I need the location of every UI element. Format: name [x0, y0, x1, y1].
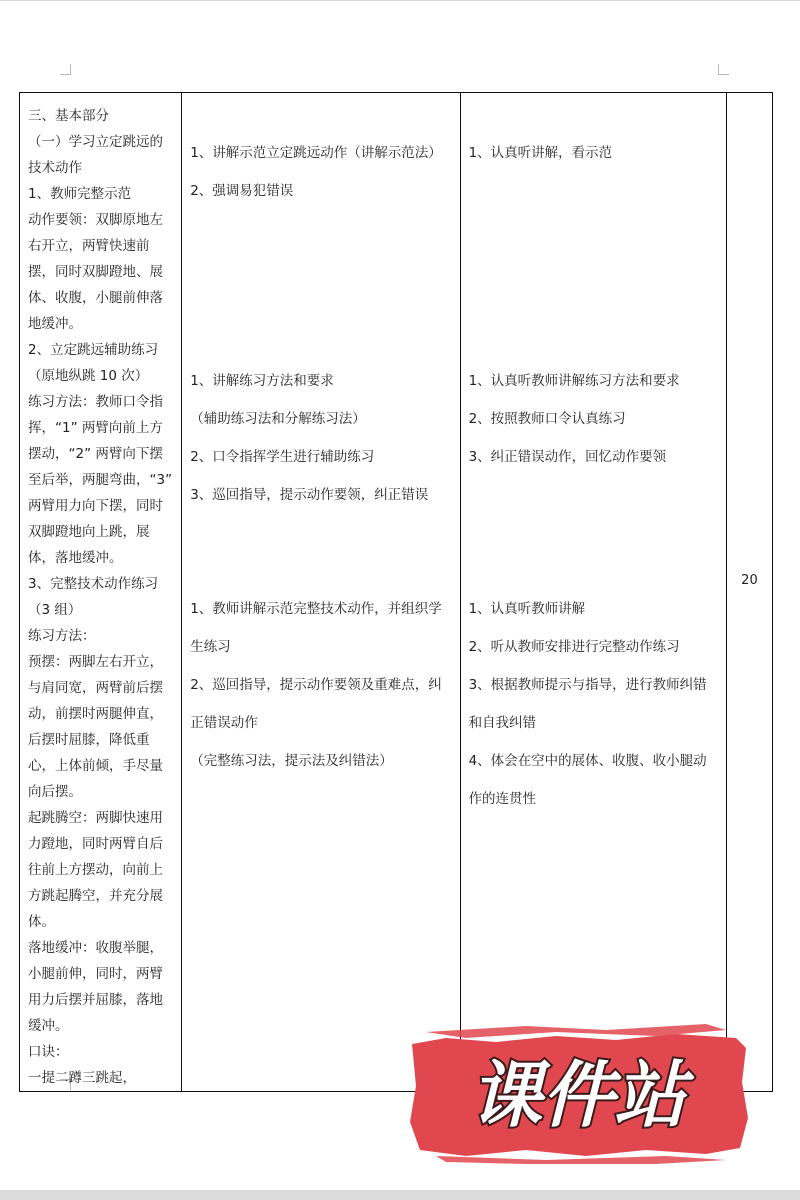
watermark-stamp: [406, 1022, 750, 1164]
content-line: 口诀：: [28, 1044, 69, 1060]
teacher-line: 2、强调易犯错误: [190, 183, 294, 199]
student-block-3: [461, 590, 726, 818]
watermark-text: 课件站: [469, 1053, 687, 1137]
time-minutes: 20: [741, 573, 758, 588]
content-line: 练习方法：教师口令指挥，“1” 两臂向前上方摆动，“2” 两臂向下摆至后举，两腿弯曲，“3” 两臂用力向下摆，同时双脚蹬地向上跳，展体，落地缓冲。: [28, 394, 173, 566]
student-line: 2、按照教师口令认真练习: [468, 411, 626, 427]
teacher-line: 3、巡回指导，提示动作要领，纠正错误: [190, 487, 429, 503]
content-line: 动作要领：双脚原地左右开立，两臂快速前摆，同时双脚蹬地、展体、收腹，小腿前伸落地缓冲。: [28, 212, 163, 332]
teacher-block-1: [182, 134, 459, 210]
student-line: 3、纠正错误动作，回忆动作要领: [468, 449, 667, 465]
teacher-block-2: [182, 362, 459, 514]
content-line: 预摆：两脚左右开立，与肩同宽，两臂前后摆动，前摆时两腿伸直，后摆时屈膝，降低重心，上体前倾，手尽量向后摆。: [28, 654, 163, 800]
section-title: 三、基本部分: [28, 108, 109, 124]
content-line: 起跳腾空：两脚快速用力蹬地，同时两臂自后往前上方摆动，向前上方跳起腾空，并充分展体。: [28, 810, 163, 930]
content-line: 一提二蹲三跳起，: [28, 1070, 136, 1086]
student-line: 2、听从教师安排进行完整动作练习: [468, 639, 680, 655]
teacher-line: 1、教师讲解示范完整技术动作，并组织学生练习: [190, 601, 442, 655]
teacher-line: （完整练习法，提示法及纠错法）: [190, 753, 393, 769]
student-block-2: [461, 362, 726, 476]
content-cell: [20, 93, 182, 1092]
student-line: 1、认真听讲解，看示范: [468, 145, 613, 161]
content-line: 落地缓冲：收腹举腿，小腿前伸，同时，两臂用力后摆并屈膝，落地缓冲。: [28, 940, 163, 1034]
lesson-plan-table: [19, 92, 773, 1092]
student-line: 4、体会在空中的展体、收腹、收小腿动作的连贯性: [468, 753, 707, 807]
teacher-line: 2、口令指挥学生进行辅助练习: [190, 449, 375, 465]
teacher-line: 1、讲解示范立定跳远动作（讲解示范法）: [190, 145, 442, 161]
teacher-line: 2、巡回指导，提示动作要领及重难点，纠正错误动作: [190, 677, 442, 731]
teacher-line: 1、讲解练习方法和要求: [190, 373, 334, 389]
teacher-activity-cell: [182, 93, 460, 1092]
teacher-block-3: [182, 590, 459, 780]
student-line: 3、根据教师提示与指导，进行教师纠错和自我纠错: [468, 677, 707, 731]
teacher-line: （辅助练习法和分解练习法）: [190, 411, 366, 427]
student-line: 1、认真听教师讲解练习方法和要求: [468, 373, 680, 389]
student-line: 1、认真听教师讲解: [468, 601, 586, 617]
stamp-brush-stroke: [436, 1156, 726, 1164]
time-cell: [726, 93, 772, 1092]
content-line: 练习方法：: [28, 628, 96, 644]
subsection-title: （一）学习立定跳远的技术动作: [28, 134, 163, 176]
content-line: 1、教师完整示范: [28, 186, 132, 202]
content-line: 2、立定跳远辅助练习（原地纵跳 10 次）: [28, 342, 159, 384]
student-block-1: [461, 134, 726, 172]
student-activity-cell: [460, 93, 726, 1092]
content-line: 3、完整技术动作练习（3 组）: [28, 576, 159, 618]
page-gap: [0, 1190, 800, 1200]
page-corner-mark: [60, 64, 71, 75]
page-corner-mark: [718, 64, 729, 75]
